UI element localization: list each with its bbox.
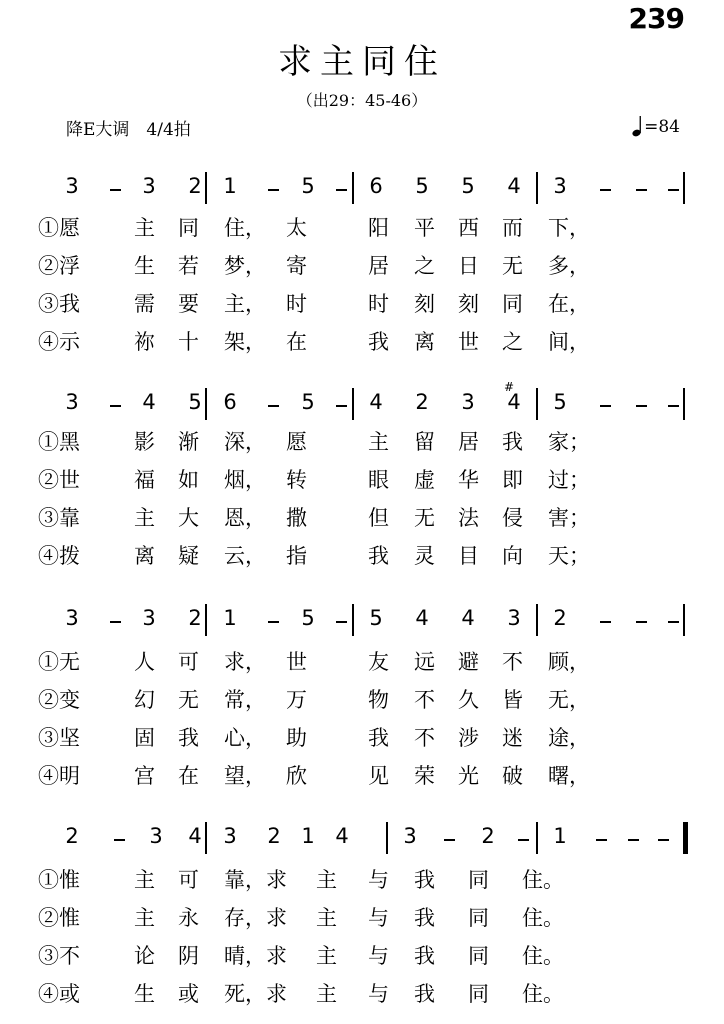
lyric-syllable: 西	[458, 216, 479, 240]
lyric-verse-4	[38, 326, 678, 356]
note: 1	[553, 824, 567, 848]
lyric-syllable: 间，	[548, 330, 590, 354]
note: 3	[403, 824, 417, 848]
lyric-verse-4	[38, 540, 678, 570]
lyric-syllable: 阴	[178, 944, 199, 968]
lyric-syllable: 主	[134, 216, 155, 240]
note: 5	[301, 606, 315, 630]
lyric-syllable: 太	[286, 216, 307, 240]
lyric-syllable: 物	[368, 688, 389, 712]
lyric-verse-1	[38, 212, 678, 242]
tempo-value: =84	[644, 117, 680, 137]
note: 3	[507, 606, 521, 630]
page-title: 求主同住	[278, 42, 446, 82]
lyric-syllable: 永	[178, 906, 199, 930]
barline	[352, 604, 354, 636]
lyric-syllable: 离	[414, 330, 435, 354]
note: 5	[461, 174, 475, 198]
barline	[386, 822, 388, 854]
lyric-syllable: 撒	[286, 506, 307, 530]
lyric-syllable: 主	[134, 868, 155, 892]
lyric-syllable: ①愿	[38, 216, 80, 240]
barline	[683, 172, 685, 204]
lyric-syllable: 可	[178, 650, 199, 674]
lyric-syllable: 下，	[548, 216, 590, 240]
lyric-syllable: 住。	[522, 906, 564, 930]
lyric-syllable: 目	[458, 544, 479, 568]
note: 1	[223, 606, 237, 630]
lyric-syllable: 无，	[548, 688, 590, 712]
note: 3	[149, 824, 163, 848]
lyric-syllable: 我	[414, 906, 435, 930]
lyric-syllable: 深，	[224, 430, 266, 454]
lyric-verse-4	[38, 978, 678, 1008]
lyric-syllable: 万	[286, 688, 307, 712]
note: 2	[553, 606, 567, 630]
note: 5	[369, 606, 383, 630]
lyric-syllable: 世	[286, 650, 307, 674]
note: 3	[461, 390, 475, 414]
sustain-dash	[444, 839, 455, 841]
lyric-syllable: 主	[316, 944, 337, 968]
lyric-syllable: ②变	[38, 688, 80, 712]
lyric-verse-2	[38, 464, 678, 494]
lyric-syllable: 离	[134, 544, 155, 568]
sustain-dash	[110, 189, 121, 191]
lyric-verse-1	[38, 646, 678, 676]
lyric-syllable: 住。	[522, 982, 564, 1006]
scripture-reference: （出29：45-46）	[296, 91, 428, 110]
lyric-verse-2	[38, 250, 678, 280]
note: 2	[65, 824, 79, 848]
lyric-syllable: 存，求	[224, 906, 287, 930]
note: 4	[507, 390, 521, 414]
lyric-syllable: 渐	[178, 430, 199, 454]
lyric-syllable: 幻	[134, 688, 155, 712]
lyric-syllable: 助	[286, 726, 307, 750]
lyric-syllable: 寄	[286, 254, 307, 278]
lyric-syllable: 灵	[414, 544, 435, 568]
sustain-dash	[600, 621, 611, 623]
sustain-dash	[336, 189, 347, 191]
notation-line	[0, 604, 724, 638]
lyric-syllable: 恩，	[224, 506, 266, 530]
lyric-verse-1	[38, 864, 678, 894]
lyric-syllable: 与	[368, 982, 389, 1006]
note: 5	[301, 390, 315, 414]
lyric-syllable: 不	[414, 726, 435, 750]
lyric-verse-3	[38, 722, 678, 752]
lyric-syllable: 日	[458, 254, 479, 278]
sustain-dash	[636, 405, 647, 407]
lyric-syllable: 我	[502, 430, 523, 454]
lyric-syllable: 我	[414, 982, 435, 1006]
lyric-syllable: 主	[368, 430, 389, 454]
lyric-syllable: 侵	[502, 506, 523, 530]
note: 4	[335, 824, 349, 848]
lyric-syllable: 靠，求	[224, 868, 287, 892]
sustain-dash	[110, 405, 121, 407]
sustain-dash	[600, 189, 611, 191]
lyric-syllable: 多，	[548, 254, 590, 278]
lyric-syllable: 见	[368, 764, 389, 788]
lyric-syllable: 主	[316, 868, 337, 892]
lyric-syllable: 阳	[368, 216, 389, 240]
note: 3	[65, 174, 79, 198]
lyric-syllable: 光	[458, 764, 479, 788]
lyric-syllable: 同	[468, 868, 489, 892]
key-and-meter: 降E大调 4/4拍	[66, 120, 191, 140]
lyric-syllable: ④或	[38, 982, 80, 1006]
lyric-syllable: 求，	[224, 650, 266, 674]
sustain-dash	[518, 839, 529, 841]
note: 4	[507, 174, 521, 198]
note: 6	[223, 390, 237, 414]
barline	[205, 822, 207, 854]
page-number: 239	[628, 2, 684, 35]
lyric-syllable: 住。	[522, 944, 564, 968]
note: 2	[481, 824, 495, 848]
lyric-syllable: 我	[368, 330, 389, 354]
lyric-syllable: 我	[368, 544, 389, 568]
lyric-syllable: 我	[178, 726, 199, 750]
lyric-syllable: 世	[458, 330, 479, 354]
lyric-syllable: 天；	[548, 544, 590, 568]
lyric-syllable: 虚	[414, 468, 435, 492]
barline	[352, 388, 354, 420]
lyric-syllable: 在	[286, 330, 307, 354]
lyric-syllable: 论	[134, 944, 155, 968]
note: 3	[223, 824, 237, 848]
lyric-syllable: 指	[286, 544, 307, 568]
note: 3	[65, 390, 79, 414]
note: 2	[267, 824, 281, 848]
lyric-syllable: 远	[414, 650, 435, 674]
lyric-verse-2	[38, 684, 678, 714]
lyric-syllable: 人	[134, 650, 155, 674]
sustain-dash	[114, 839, 125, 841]
note: 2	[188, 606, 202, 630]
lyric-syllable: ④明	[38, 764, 80, 788]
barline	[683, 388, 685, 420]
lyric-syllable: 破	[502, 764, 523, 788]
lyric-syllable: 生	[134, 982, 155, 1006]
sustain-dash	[596, 839, 607, 841]
lyric-syllable: 同	[468, 906, 489, 930]
barline	[683, 604, 685, 636]
notation-line	[0, 822, 724, 856]
lyric-syllable: 宫	[134, 764, 155, 788]
sustain-dash	[636, 189, 647, 191]
lyric-syllable: 顾，	[548, 650, 590, 674]
lyric-syllable: 不	[414, 688, 435, 712]
lyric-syllable: 心，	[224, 726, 266, 750]
lyric-syllable: ④示	[38, 330, 80, 354]
sustain-dash	[668, 405, 679, 407]
lyric-syllable: 愿	[286, 430, 307, 454]
sustain-dash	[628, 839, 639, 841]
lyric-syllable: 涉	[458, 726, 479, 750]
lyric-syllable: 我	[414, 868, 435, 892]
lyric-syllable: 住，	[224, 216, 266, 240]
sustain-dash	[658, 839, 669, 841]
lyric-syllable: 如	[178, 468, 199, 492]
lyric-syllable: ②浮	[38, 254, 80, 278]
note: 3	[142, 606, 156, 630]
barline	[205, 604, 207, 636]
lyric-syllable: 刻	[458, 292, 479, 316]
lyric-syllable: 疑	[178, 544, 199, 568]
lyric-syllable: 住。	[522, 868, 564, 892]
lyric-syllable: 同	[502, 292, 523, 316]
lyric-verse-2	[38, 902, 678, 932]
lyric-syllable: 望，	[224, 764, 266, 788]
lyric-syllable: 之	[502, 330, 523, 354]
barline	[205, 172, 207, 204]
note: 5	[415, 174, 429, 198]
lyric-syllable: 居	[458, 430, 479, 454]
note: 6	[369, 174, 383, 198]
lyric-syllable: 烟，	[224, 468, 266, 492]
lyric-syllable: 或	[178, 982, 199, 1006]
lyric-syllable: 主	[316, 906, 337, 930]
lyric-syllable: 无	[178, 688, 199, 712]
note: 3	[65, 606, 79, 630]
lyric-syllable: 福	[134, 468, 155, 492]
lyric-verse-1	[38, 426, 678, 456]
lyric-syllable: 若	[178, 254, 199, 278]
lyric-syllable: 法	[458, 506, 479, 530]
lyric-syllable: 欣	[286, 764, 307, 788]
note: 3	[553, 174, 567, 198]
quarter-note-icon	[632, 115, 642, 137]
lyric-syllable: 害；	[548, 506, 590, 530]
sustain-dash	[668, 621, 679, 623]
lyric-syllable: 架，	[224, 330, 266, 354]
lyric-syllable: 晴，求	[224, 944, 287, 968]
lyric-syllable: 不	[502, 650, 523, 674]
barline	[536, 604, 538, 636]
lyric-syllable: 同	[468, 944, 489, 968]
lyric-syllable: 影	[134, 430, 155, 454]
notation-line	[0, 172, 724, 206]
lyric-syllable: 无	[502, 254, 523, 278]
lyric-syllable: 过；	[548, 468, 590, 492]
note: 4	[142, 390, 156, 414]
lyric-syllable: 转	[286, 468, 307, 492]
lyric-syllable: 与	[368, 906, 389, 930]
lyric-syllable: 留	[414, 430, 435, 454]
lyric-syllable: 曙，	[548, 764, 590, 788]
lyric-syllable: 我	[368, 726, 389, 750]
lyric-syllable: 与	[368, 868, 389, 892]
lyric-syllable: 云，	[224, 544, 266, 568]
note: 4	[415, 606, 429, 630]
lyric-syllable: 同	[468, 982, 489, 1006]
final-barline	[683, 822, 688, 854]
lyric-syllable: ②世	[38, 468, 80, 492]
lyric-verse-3	[38, 940, 678, 970]
sustain-dash	[110, 621, 121, 623]
barline	[352, 172, 354, 204]
lyric-syllable: 向	[502, 544, 523, 568]
lyric-syllable: 而	[502, 216, 523, 240]
lyric-syllable: ③坚	[38, 726, 80, 750]
lyric-syllable: 主	[134, 906, 155, 930]
lyric-syllable: 可	[178, 868, 199, 892]
lyric-syllable: 需	[134, 292, 155, 316]
lyric-syllable: 时	[368, 292, 389, 316]
note: 2	[188, 174, 202, 198]
lyric-syllable: ①无	[38, 650, 80, 674]
barline	[536, 822, 538, 854]
lyric-syllable: ①黑	[38, 430, 80, 454]
sustain-dash	[336, 621, 347, 623]
sharp-accidental: #	[504, 380, 515, 394]
tempo-marking	[632, 115, 680, 137]
lyric-syllable: 死，求	[224, 982, 287, 1006]
note: 5	[553, 390, 567, 414]
note: 4	[369, 390, 383, 414]
sustain-dash	[600, 405, 611, 407]
note: 2	[415, 390, 429, 414]
note: 4	[461, 606, 475, 630]
sustain-dash	[268, 405, 279, 407]
barline	[205, 388, 207, 420]
lyric-syllable: 眼	[368, 468, 389, 492]
lyric-syllable: 居	[368, 254, 389, 278]
lyric-syllable: 生	[134, 254, 155, 278]
note: 3	[142, 174, 156, 198]
lyric-syllable: ③我	[38, 292, 80, 316]
lyric-verse-3	[38, 502, 678, 532]
lyric-verse-3	[38, 288, 678, 318]
sustain-dash	[336, 405, 347, 407]
lyric-verse-4	[38, 760, 678, 790]
note: 5	[188, 390, 202, 414]
lyric-syllable: ④拨	[38, 544, 80, 568]
lyric-syllable: 主，	[224, 292, 266, 316]
lyric-syllable: 迷	[502, 726, 523, 750]
lyric-syllable: 固	[134, 726, 155, 750]
lyric-syllable: 与	[368, 944, 389, 968]
lyric-syllable: 华	[458, 468, 479, 492]
lyric-syllable: 避	[458, 650, 479, 674]
lyric-syllable: 友	[368, 650, 389, 674]
lyric-syllable: 要	[178, 292, 199, 316]
barline	[536, 388, 538, 420]
lyric-syllable: 同	[178, 216, 199, 240]
lyric-syllable: 之	[414, 254, 435, 278]
lyric-syllable: 我	[414, 944, 435, 968]
lyric-syllable: 梦，	[224, 254, 266, 278]
lyric-syllable: 在	[178, 764, 199, 788]
lyric-syllable: ③不	[38, 944, 80, 968]
note: 1	[223, 174, 237, 198]
sustain-dash	[636, 621, 647, 623]
note: 1	[301, 824, 315, 848]
lyric-syllable: 祢	[134, 330, 155, 354]
lyric-syllable: 久	[458, 688, 479, 712]
sustain-dash	[268, 621, 279, 623]
notation-line	[0, 380, 724, 422]
lyric-syllable: 十	[178, 330, 199, 354]
lyric-syllable: 主	[316, 982, 337, 1006]
sustain-dash	[668, 189, 679, 191]
lyric-syllable: 大	[178, 506, 199, 530]
lyric-syllable: 皆	[502, 688, 523, 712]
lyric-syllable: 家；	[548, 430, 590, 454]
lyric-syllable: 但	[368, 506, 389, 530]
lyric-syllable: ②惟	[38, 906, 80, 930]
lyric-syllable: 常，	[224, 688, 266, 712]
note: 5	[301, 174, 315, 198]
lyric-syllable: 平	[414, 216, 435, 240]
lyric-syllable: ③靠	[38, 506, 80, 530]
lyric-syllable: 途，	[548, 726, 590, 750]
lyric-syllable: 在，	[548, 292, 590, 316]
lyric-syllable: 无	[414, 506, 435, 530]
lyric-syllable: 时	[286, 292, 307, 316]
note: 4	[188, 824, 202, 848]
lyric-syllable: 荣	[414, 764, 435, 788]
lyric-syllable: 刻	[414, 292, 435, 316]
barline	[536, 172, 538, 204]
sustain-dash	[268, 189, 279, 191]
lyric-syllable: 主	[134, 506, 155, 530]
lyric-syllable: ①惟	[38, 868, 80, 892]
lyric-syllable: 即	[502, 468, 523, 492]
